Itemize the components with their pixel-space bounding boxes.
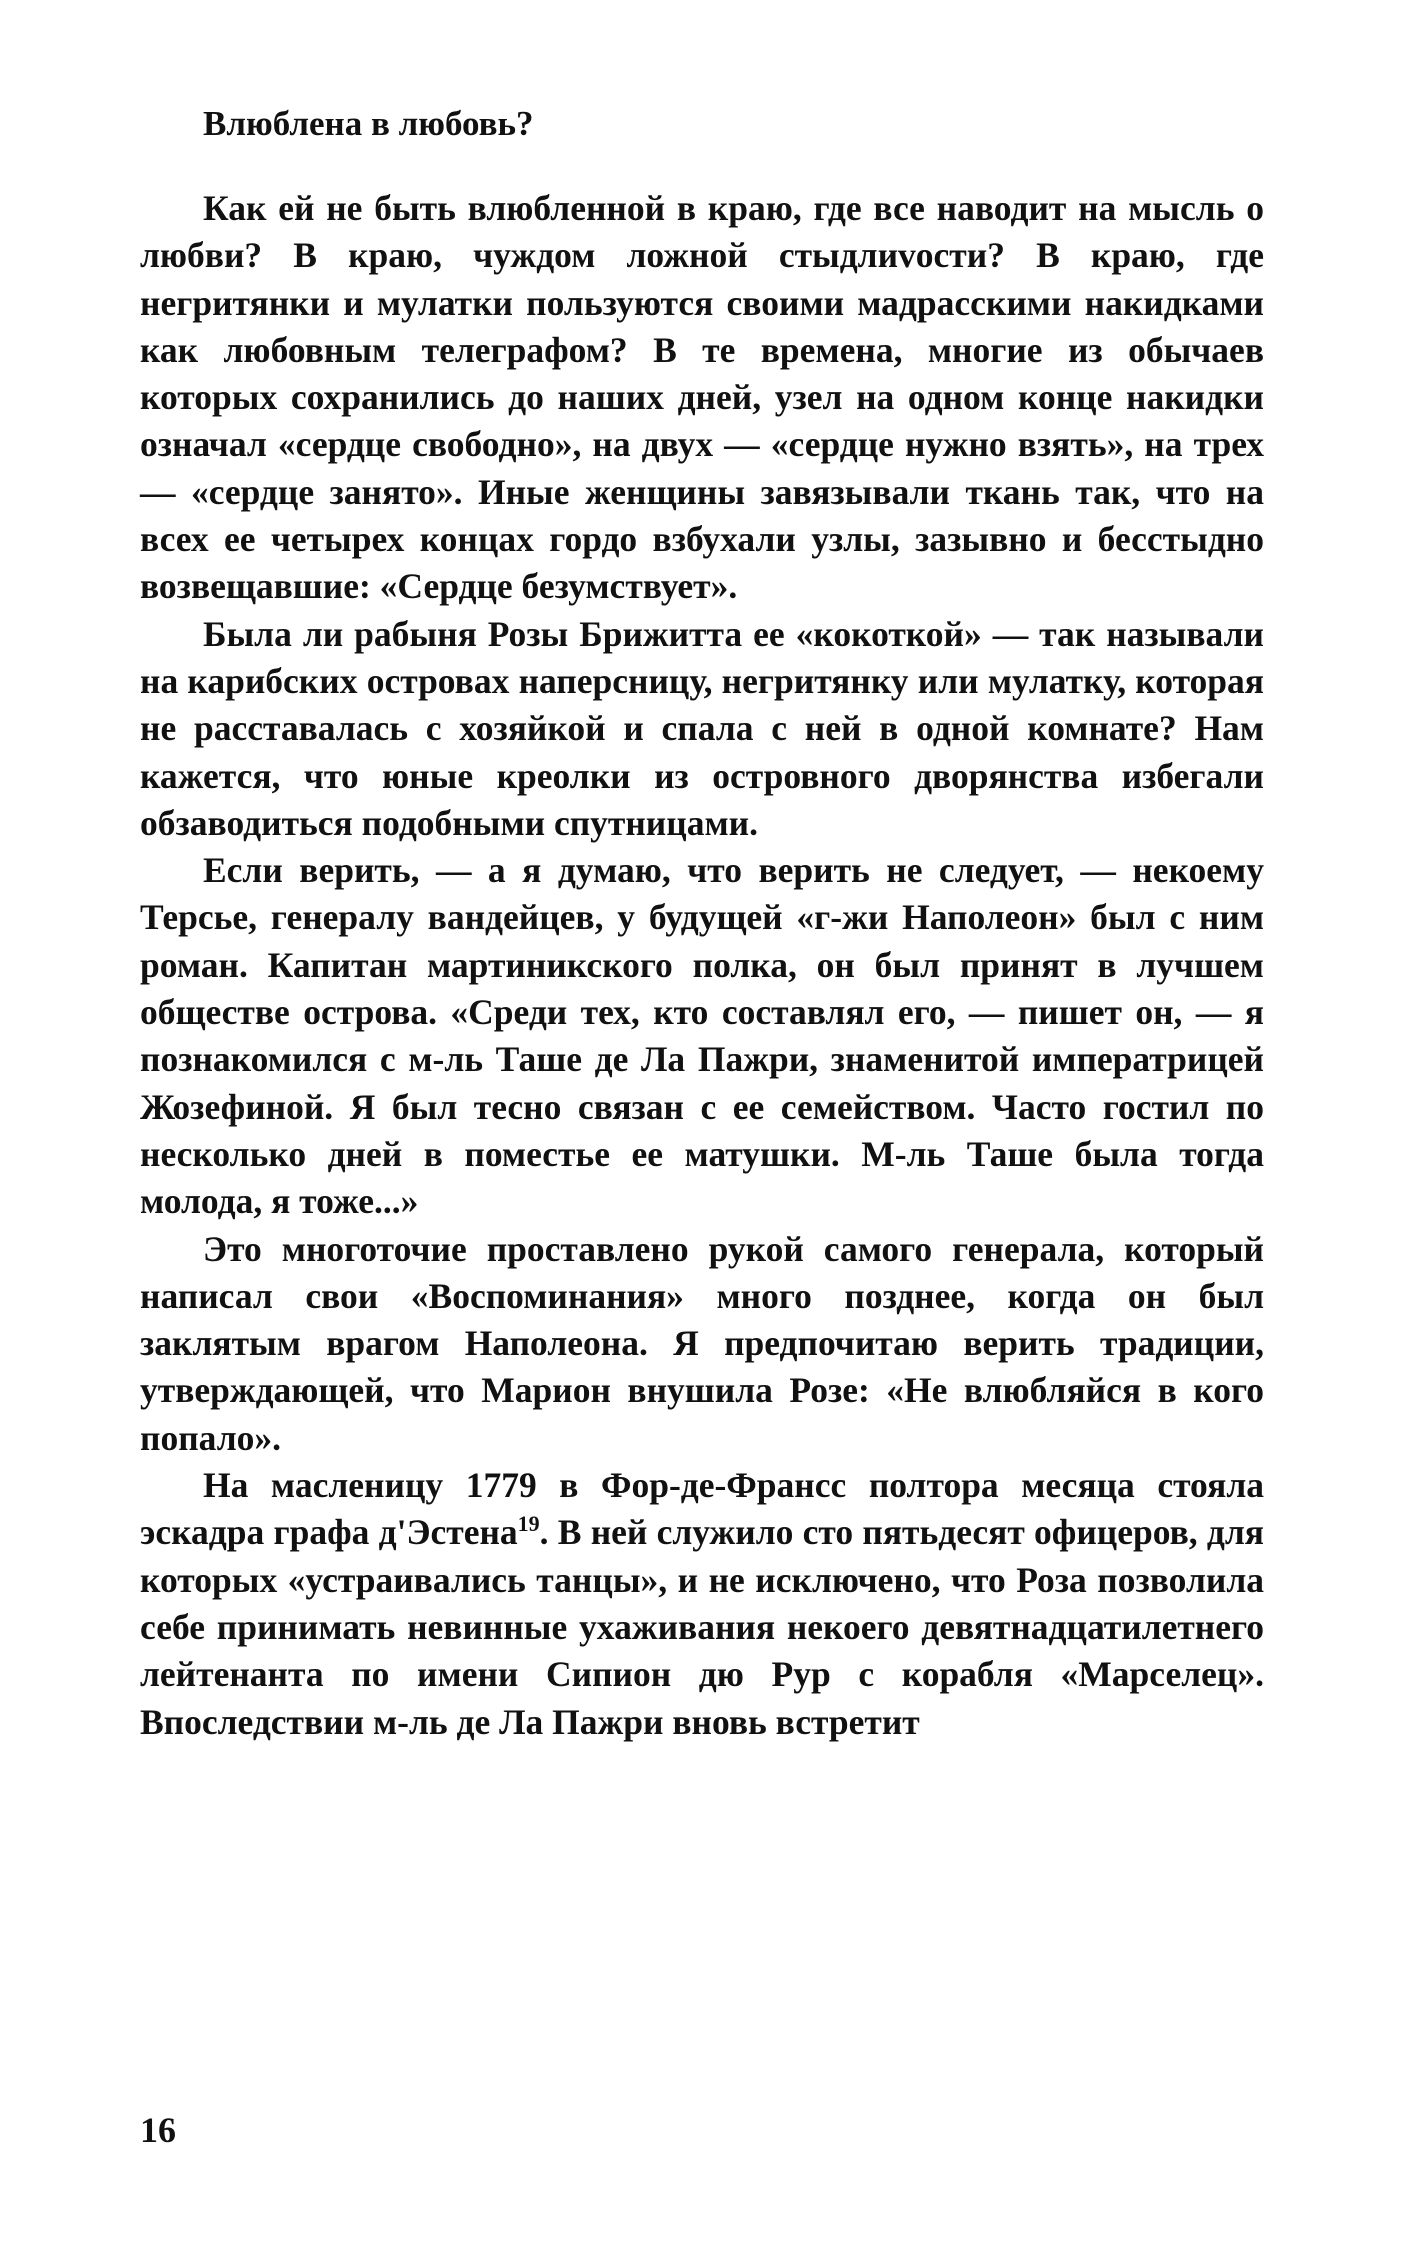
section-heading: Влюблена в любовь? [203, 104, 534, 143]
paragraph-4: Это многоточие проставлено рукой самого генерала, который написал свои «Воспоминания» много позднее, когда он был заклятым врагом Наполеона. Я предпочитаю верить традиции, утверждающей, что Марион внушила Розе: «Не влюбляйся в кого попало». [140, 1228, 1264, 1458]
paragraph-5 [140, 1462, 1264, 1746]
paragraph-5-text-start: На масленицу 1779 в Фор-де-Франсс полтора месяца стояла эскадра графа д'Эстена [140, 1465, 1264, 1553]
paragraph-5-text-end: . В ней служило сто пятьдесят офицеров, для которых «устраивались танцы», и не исключено, что Роза позволила себе принимать невинные ухаживания некоего девятнадцатилетнего лейтенанта по имени Сипион дю Рур с корабля «Марселец». Впоследствии м-ль де Ла Пажри вновь встретит [140, 1512, 1264, 1742]
paragraph-3: Если верить, — а я думаю, что верить не следует, — некоему Терсье, генералу вандейцев, у будущей «г-жи Наполеон» был с ним роман. Капитан мартиникского полка, он был принят в лучшем обществе острова. «Среди тех, кто составлял его, — пишет он, — я познакомился с м-ль Таше де Ла Пажри, знаменитой императрицей Жозефиной. Я был тесно связан с ее семейством. Часто гостил по несколько дней в поместье ее матушки. М-ль Таше была тогда молода, я тоже...» [140, 850, 1264, 1222]
footnote-reference: 19 [517, 1511, 540, 1537]
page-body [140, 100, 1264, 1746]
page-number: 16 [140, 2110, 176, 2150]
paragraph-2: Была ли рабыня Розы Брижитта ее «кокоткой» — так называли на карибских островах наперсницу, негритянку или мулатку, которая не расставалась с хозяйкой и спала с ней в одной комнате? Нам кажется, что юные креолки из островного дворянства избегали обзаводиться подобными спутницами. [140, 613, 1264, 843]
paragraph-1: Как ей не быть влюбленной в краю, где все наводит на мысль о любви? В краю, чуждом ложной стыдлиvости? В краю, где негритянки и мулатки пользуются своими мадрасскими накидками как любовным телеграфом? В те времена, многие из обычаев которых сохранились до наших дней, узел на одном конце накидки означал «сердце свободно», на двух — «сердце нужно взять», на трех — «сердце занято». Иные женщины завязывали ткань так, что на всех ее четырех концах гордо взбухали узлы, зазывно и бесстыдно возвещавшие: «Сердце безумствует». [140, 188, 1264, 607]
